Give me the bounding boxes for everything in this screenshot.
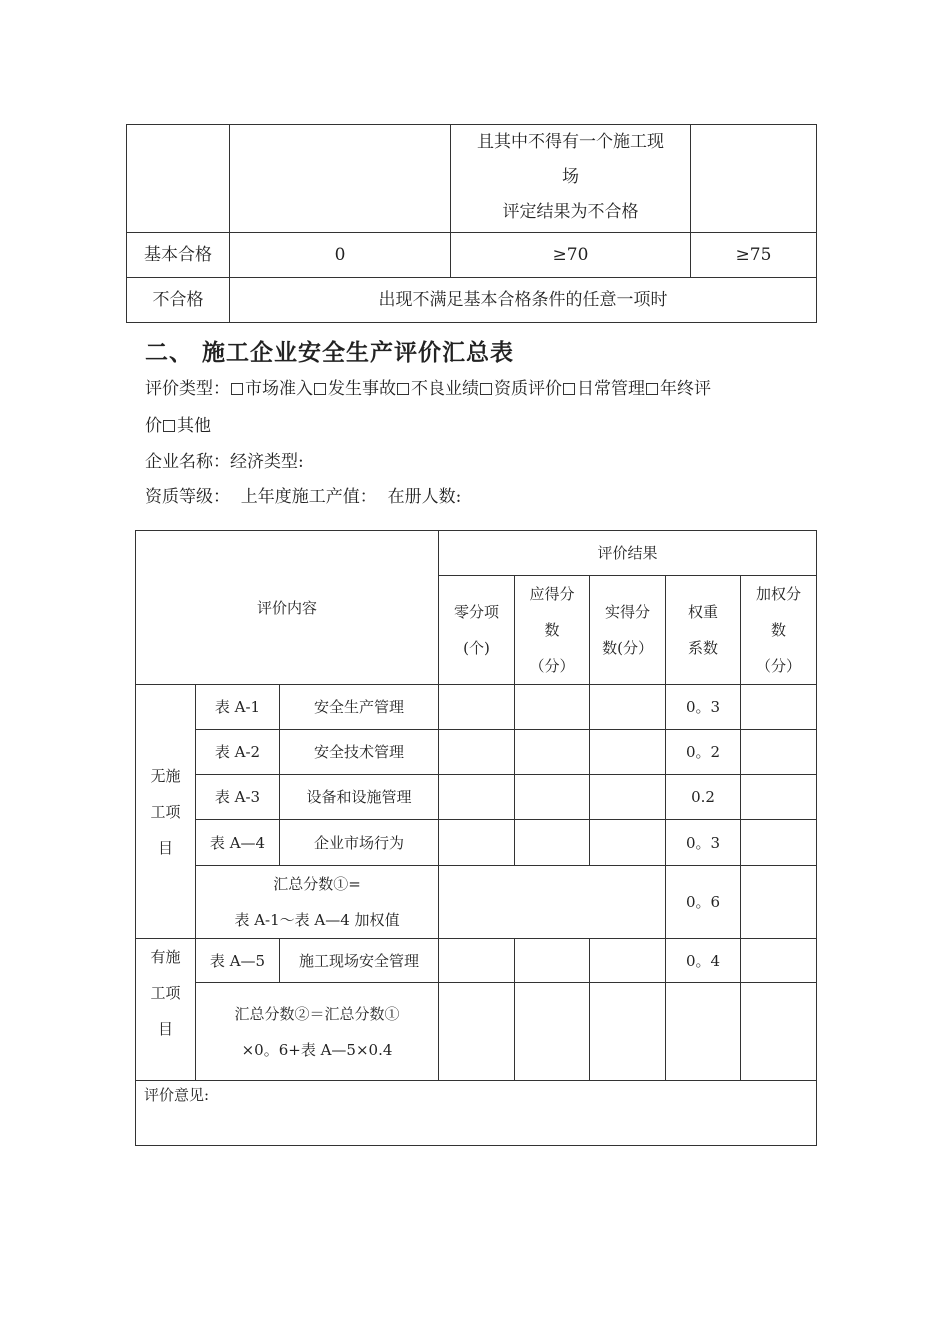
summary-row-2 [136,983,817,1081]
comment-cell[interactable] [136,1081,817,1146]
table-row [136,730,817,775]
checkbox[interactable] [480,383,492,395]
qualification-line: 资质等级： 上年度施工产值： 在册人数: [145,487,462,507]
cell [439,983,515,1081]
cell [691,125,817,233]
cell [515,685,590,730]
table-row [136,939,817,983]
comment-label: 评价意见: [144,1086,210,1104]
header-result: 评价结果 [439,531,817,576]
col-weight: 权重 系数 [666,576,741,685]
cell [439,866,666,939]
weight-value: 0。3 [666,820,741,866]
weight-value: 0.2 [666,775,741,820]
summary-table [135,530,817,1146]
option-label: 不良业绩 [411,379,479,399]
option-label: 其他 [177,416,211,436]
cell [741,820,817,866]
cell [439,775,515,820]
col-zero-items: 零分项 (个) [439,576,515,685]
header-content: 评价内容 [136,531,439,685]
grade-label: 不合格 [127,278,230,323]
cell [230,125,451,233]
col-actual-score: 实得分 数(分） [590,576,666,685]
checkbox[interactable] [231,383,243,395]
cell [590,685,666,730]
weight-value: 0。2 [666,730,741,775]
option-label: 发生事故 [328,379,396,399]
eval-type-line [145,374,711,399]
weight-value: 0。4 [666,939,741,983]
cell [439,820,515,866]
grade-label: 基本合格 [127,233,230,278]
form-code: 表 A-3 [196,775,280,820]
criteria-cell [451,125,691,233]
cell [741,685,817,730]
top-row-3 [127,278,817,323]
cell [439,939,515,983]
form-code: 表 A-2 [196,730,280,775]
form-name: 企业市场行为 [280,820,439,866]
top-row-2 [127,233,817,278]
form-name: 安全生产管理 [280,685,439,730]
option-label: 价 [145,416,162,436]
header-row-1 [136,531,817,576]
top-row-1 [127,125,817,233]
cell [741,730,817,775]
cell [590,939,666,983]
company-line: 企业名称：经济类型: [145,452,304,472]
cell [741,866,817,939]
cell [590,820,666,866]
form-name: 施工现场安全管理 [280,939,439,983]
cell [515,939,590,983]
cell [515,820,590,866]
option-label: 市场准入 [245,379,313,399]
group-label-no-construction: 无施 工项 目 [136,685,196,939]
checkbox[interactable] [163,420,175,432]
grade-value: ≥75 [691,233,817,278]
cell [439,730,515,775]
checkbox[interactable] [563,383,575,395]
weight-value: 0。3 [666,685,741,730]
cell [741,983,817,1081]
cell [439,685,515,730]
cell [741,939,817,983]
cell [590,775,666,820]
cell [741,775,817,820]
checkbox[interactable] [397,383,409,395]
form-code: 表 A-1 [196,685,280,730]
criteria-line: 且其中不得有一个施工现 [477,132,664,152]
group-label-with-construction: 有施 工项 目 [136,939,196,1081]
summary-row-1 [136,866,817,939]
weight-value: 0。6 [666,866,741,939]
table-row [136,685,817,730]
col-due-score: 应得分 数 （分） [515,576,590,685]
form-code: 表 A—4 [196,820,280,866]
form-name: 安全技术管理 [280,730,439,775]
cell [666,983,741,1081]
cell [515,730,590,775]
eval-type-label: 评价类型： [145,379,230,399]
cell [127,125,230,233]
checkbox[interactable] [646,383,658,395]
form-name: 设备和设施管理 [280,775,439,820]
top-table [126,124,817,323]
checkbox[interactable] [314,383,326,395]
grade-text: 出现不满足基本合格条件的任意一项时 [230,278,817,323]
criteria-line: 场 [562,167,579,187]
summary-1-formula: 汇总分数①= 表 A-1～表 A—4 加权值 [196,866,439,939]
criteria-line: 评定结果为不合格 [502,202,639,222]
option-label: 年终评 [660,379,711,399]
form-code: 表 A—5 [196,939,280,983]
table-row [136,820,817,866]
cell [590,983,666,1081]
table-row [136,775,817,820]
section-title: 二、 施工企业安全生产评价汇总表 [145,340,515,366]
grade-value: ≥70 [451,233,691,278]
option-label: 资质评价 [494,379,562,399]
eval-type-line-2 [145,411,211,436]
col-weighted-score: 加权分 数 （分） [741,576,817,685]
summary-2-formula: 汇总分数②＝汇总分数① ×0。6+表 A—5×0.4 [196,983,439,1081]
comment-row [136,1081,817,1146]
grade-value: 0 [230,233,451,278]
cell [515,983,590,1081]
option-label: 日常管理 [577,379,645,399]
cell [515,775,590,820]
cell [590,730,666,775]
